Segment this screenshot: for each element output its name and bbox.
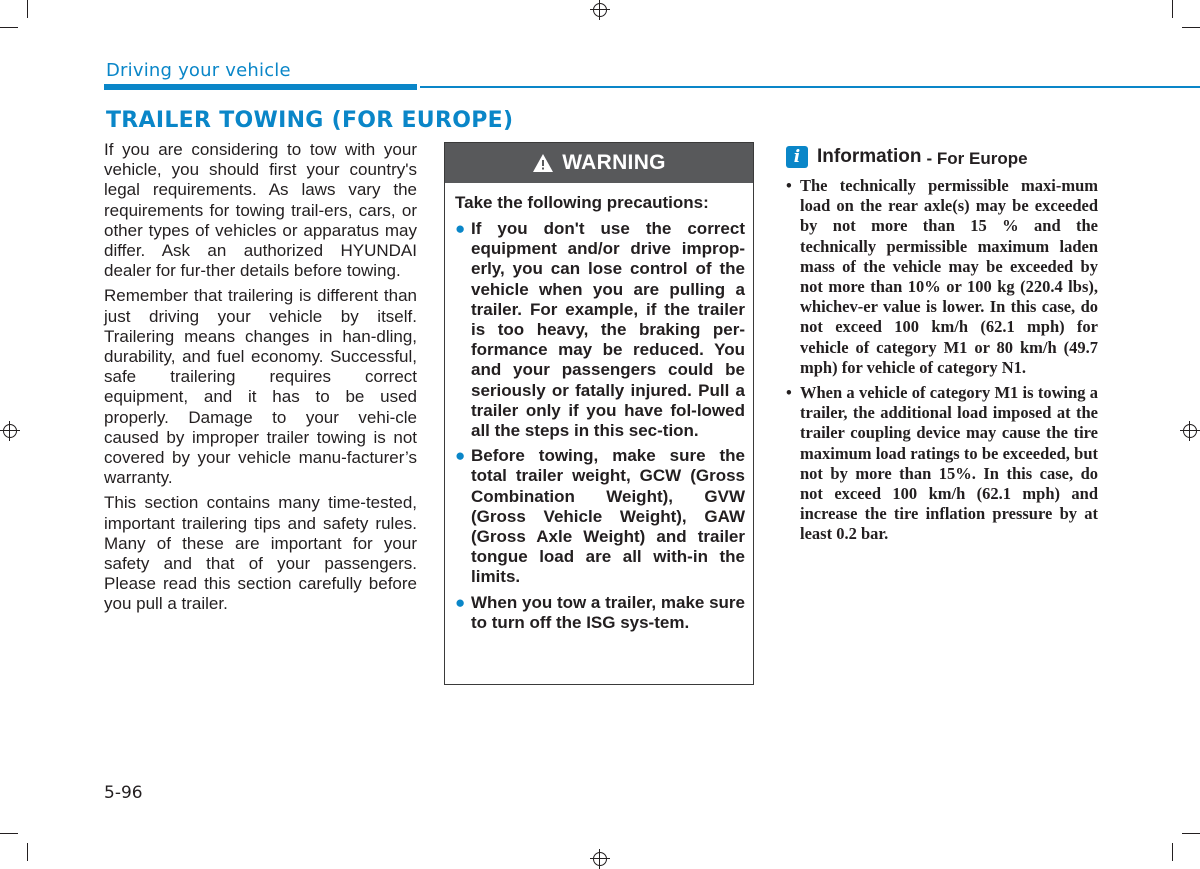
bullet-icon: • [786, 383, 792, 403]
warning-intro: Take the following precautions: [455, 193, 709, 212]
header-rule-thin [420, 86, 1200, 88]
body-paragraph: This section contains many time-tested, important trailering tips and safety rules. Many of these are important for your safety and that of your passengers. Please read this section carefully before you pull a trailer. [104, 493, 417, 614]
registration-mark-top [590, 0, 610, 20]
page-title: TRAILER TOWING (FOR EUROPE) [106, 108, 514, 133]
information-item [786, 383, 1098, 545]
information-subtitle: - For Europe [926, 149, 1028, 168]
information-title: Information [817, 146, 922, 167]
section-label: Driving your vehicle [106, 60, 291, 81]
body-paragraph: Remember that trailering is different than just driving your vehicle by itself. Trailering means changes in han-dling, durability, and fuel economy. Successful, safe trailering requires correct equipment, and it has to be used properly. Damage to your vehi-cle caused by improper trailer towing is not covered by your vehicle manu-facturer’s warranty. [104, 286, 417, 488]
information-item-text: The technically permissible maxi-mum load on the rear axle(s) may be exceeded by not more than 15 % and the technically permissible maximum laden mass of the vehicle may be exceeded by not more than 10% or 100 kg (220.4 lbs), whichev-er value is lower. In this case, do not exceed 100 km/h (62.1 mph) for vehicle of category M1 or 80 km/h (49.7 mph) for vehicle of category N1. [800, 176, 1098, 377]
bullet-icon: • [786, 176, 792, 195]
warning-item [455, 219, 745, 441]
header-rule-thick [104, 84, 417, 90]
crop-mark [27, 843, 28, 861]
warning-item-text: When you tow a trailer, make sure to turn off the ISG sys-tem. [471, 592, 745, 632]
crop-mark [1172, 0, 1173, 18]
crop-mark [1172, 843, 1173, 861]
information-item-text: When a vehicle of category M1 is towing a trailer, the additional load imposed at the trailer coupling device may cause the tire maximum load ratings to be exceeded, but not by more than 15%. In this case, do not exceed 100 km/h (62.1 mph) and increase the tire inflation pressure by at least 0.2 bar. [800, 383, 1098, 544]
body-paragraph: If you are considering to tow with your vehicle, you should first your country's legal requirements. As laws vary the requirements for towing trail-ers, cars, or other types of vehicles or apparatus may differ. Ask an authorized HYUNDAI dealer for fur-ther details before towing. [104, 140, 417, 281]
crop-mark [1182, 833, 1200, 834]
registration-mark-left [0, 421, 20, 441]
crop-mark [1182, 27, 1200, 28]
warning-header [445, 143, 753, 183]
warning-list [455, 219, 745, 633]
warning-item-text: Before towing, make sure the total trailer weight, GCW (Gross Combination Weight), GVW (Gross Vehicle Weight), GAW (Gross Axle Weight) and trailer tongue load are all with-in the limits. [471, 446, 745, 587]
information-list [786, 176, 1098, 545]
registration-mark-bottom [590, 849, 610, 869]
crop-mark [27, 0, 28, 18]
registration-mark-right [1180, 421, 1200, 441]
crop-mark [0, 27, 18, 28]
warning-body [445, 183, 753, 633]
information-item [786, 176, 1098, 378]
bullet-icon: ● [455, 446, 466, 466]
body-column [104, 140, 417, 620]
warning-triangle-icon [532, 153, 554, 173]
information-block [786, 144, 1098, 550]
bullet-icon: ● [455, 592, 466, 612]
warning-item [455, 446, 745, 587]
warning-label: WARNING [562, 151, 666, 174]
warning-item [455, 593, 745, 633]
bullet-icon: ● [455, 219, 466, 238]
page-number: 5-96 [104, 783, 143, 803]
info-icon: i [786, 146, 808, 168]
information-header [786, 144, 1098, 170]
crop-mark [0, 833, 18, 834]
warning-box [444, 142, 754, 685]
warning-item-text: If you don't use the correct equipment and/or drive improp-erly, you can lose control of the vehicle when you are pulling a trailer. For example, if the trailer is too heavy, the braking per-formance may be reduced. You and your passengers could be seriously or fatally injured. Pull a trailer only if you have fol-lowed all the steps in this sec-tion. [471, 219, 745, 441]
